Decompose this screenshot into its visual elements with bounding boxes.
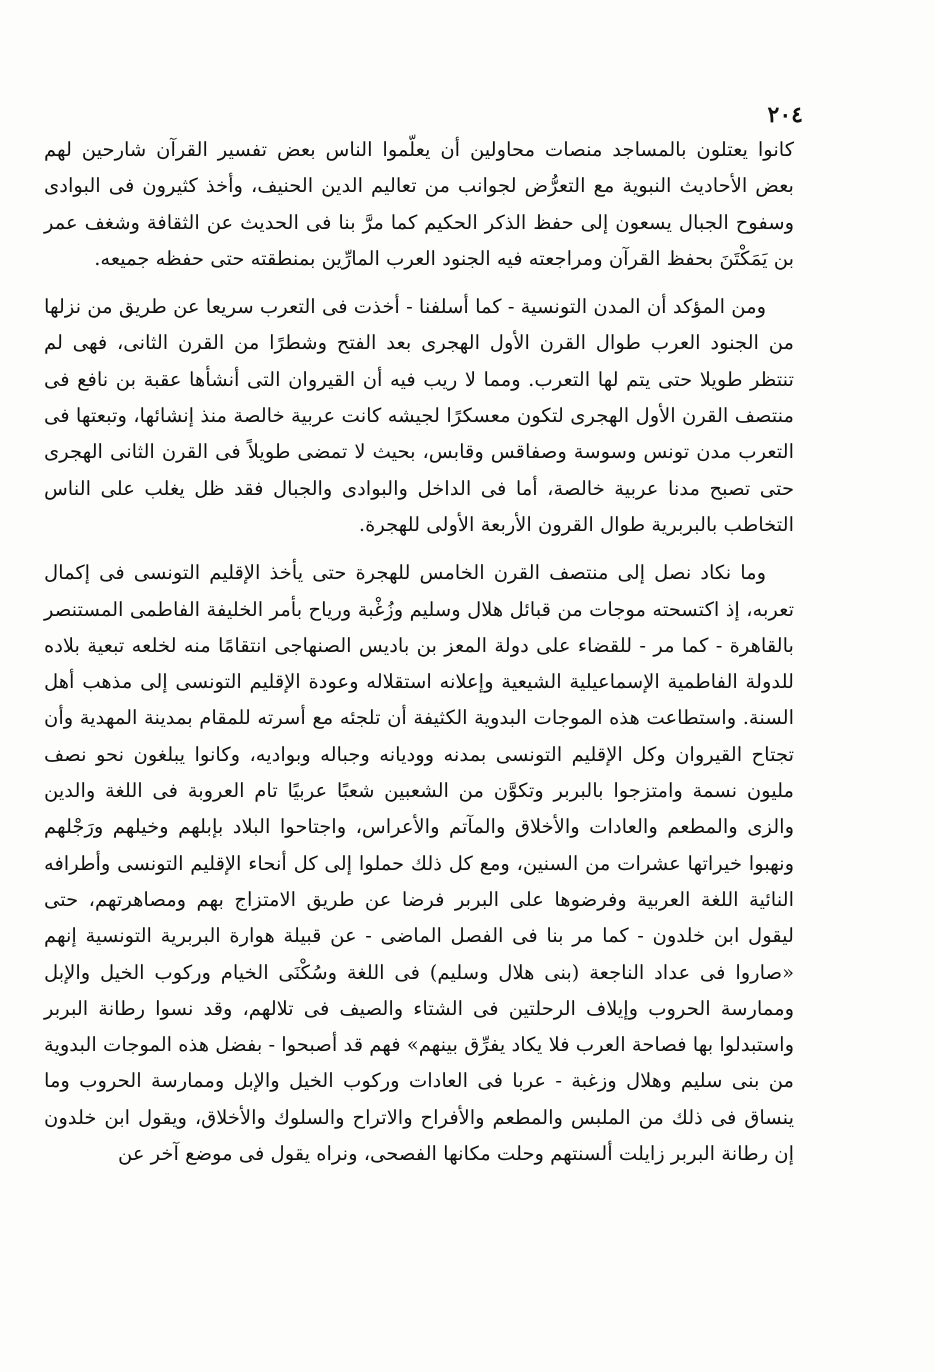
body-text [44,132,794,1184]
page-number: ٢٠٤ [767,102,803,128]
paragraph-3: وما نكاد نصل إلى منتصف القرن الخامس للهجرة حتى يأخذ الإقليم التونسى فى إكمال تعربه، إذ اكتسحته موجات من قبائل هلال وسليم وزُغْبة ورياح بأمر الخليفة الفاطمى المستنصر بالقاهرة - كما مر - للقضاء على دولة المعز بن باديس الصنهاجى انتقامًا منه لخلعه تبعية بلاده للدولة الفاطمية الإسماعيلية الشيعية وإعلانه استقلاله وعودة الإقليم التونسى إلى مذهب أهل السنة. واستطاعت هذه الموجات البدوية الكثيفة أن تلجئه مع أسرته للمقام بمدينة المهدية وأن تجتاح القيروان وكل الإقليم التونسى بمدنه ووديانه وجباله وبواديه، وكانوا يبلغون نحو نصف مليون نسمة وامتزجوا بالبربر وتكوَّن من الشعبين شعبًا عربيًا تام العروبة فى اللغة والدين والزى والمطعم والعادات والأخلاق والمآتم والأعراس، واجتاحوا البلاد بإبلهم وخيلهم ورَجْلهم ونهبوا خيراتها عشرات من السنين، ومع كل ذلك حملوا إلى كل أنحاء الإقليم التونسى وأطرافه النائية اللغة العربية وفرضوها على البربر فرضا عن طريق الامتزاج بهم ومصاهرتهم، حتى ليقول ابن خلدون - كما مر بنا فى الفصل الماضى - عن قبيلة هوارة البربرية التونسية إنهم «صاروا فى عداد الناجعة (بنى هلال وسليم) فى اللغة وسُكْنَى الخيام وركوب الخيل والإبل وممارسة الحروب وإيلاف الرحلتين فى الشتاء والصيف فى تلالهم، وقد نسوا رطانة البربر واستبدلوا بها فصاحة العرب فلا يكاد يفرِّق بينهم» فهم قد أصبحوا - بفضل هذه الموجات البدوية من بنى سليم وهلال وزغبة - عربا فى العادات وركوب الخيل والإبل وممارسة الحروب وما ينساق فى ذلك من الملبس والمطعم والأفراح والاتراح والسلوك والأخلاق، ويقول ابن خلدون إن رطانة البربر زايلت ألسنتهم وحلت مكانها الفصحى، ونراه يقول فى موضع آخر عن [44,561,794,1166]
paragraph-2: ومن المؤكد أن المدن التونسية - كما أسلفنا - أخذت فى التعرب سريعا عن طريق من نزلها من الجنود العرب طوال القرن الأول الهجرى بعد الفتح وشطرًا من القرن الثانى، فهى لم تنتظر طويلا حتى يتم لها التعرب. ومما لا ريب فيه أن القيروان التى أنشأها عقبة بن نافع فى منتصف القرن الأول الهجرى لتكون معسكرًا لجيشه كانت عربية خالصة منذ إنشائها، وتبعتها فى التعرب مدن تونس وسوسة وصفاقس وقابس، بحيث لا تمضى طويلاً فى القرن الثانى الهجرى حتى تصبح مدنا عربية خالصة، أما فى الداخل والبوادى والجبال فقد ظل يغلب على الناس التخاطب بالبربرية طوال القرون الأربعة الأولى للهجرة. [44,295,794,536]
paragraph-1: كانوا يعتلون بالمساجد منصات محاولين أن يعلّموا الناس بعض تفسير القرآن شارحين لهم بعض الأحاديث النبوية مع التعرُّض لجوانب من تعاليم الدين الحنيف، وأخذ كثيرون فى البوادى وسفوح الجبال يسعون إلى حفظ الذكر الحكيم كما مرَّ بنا فى الحديث عن الثقافة وشغف عمر بن يَمَكْتَنَ بحفظ القرآن ومراجعته فيه الجنود العرب المارِّين بمنطقته حتى حفظه جميعه. [44,138,794,270]
